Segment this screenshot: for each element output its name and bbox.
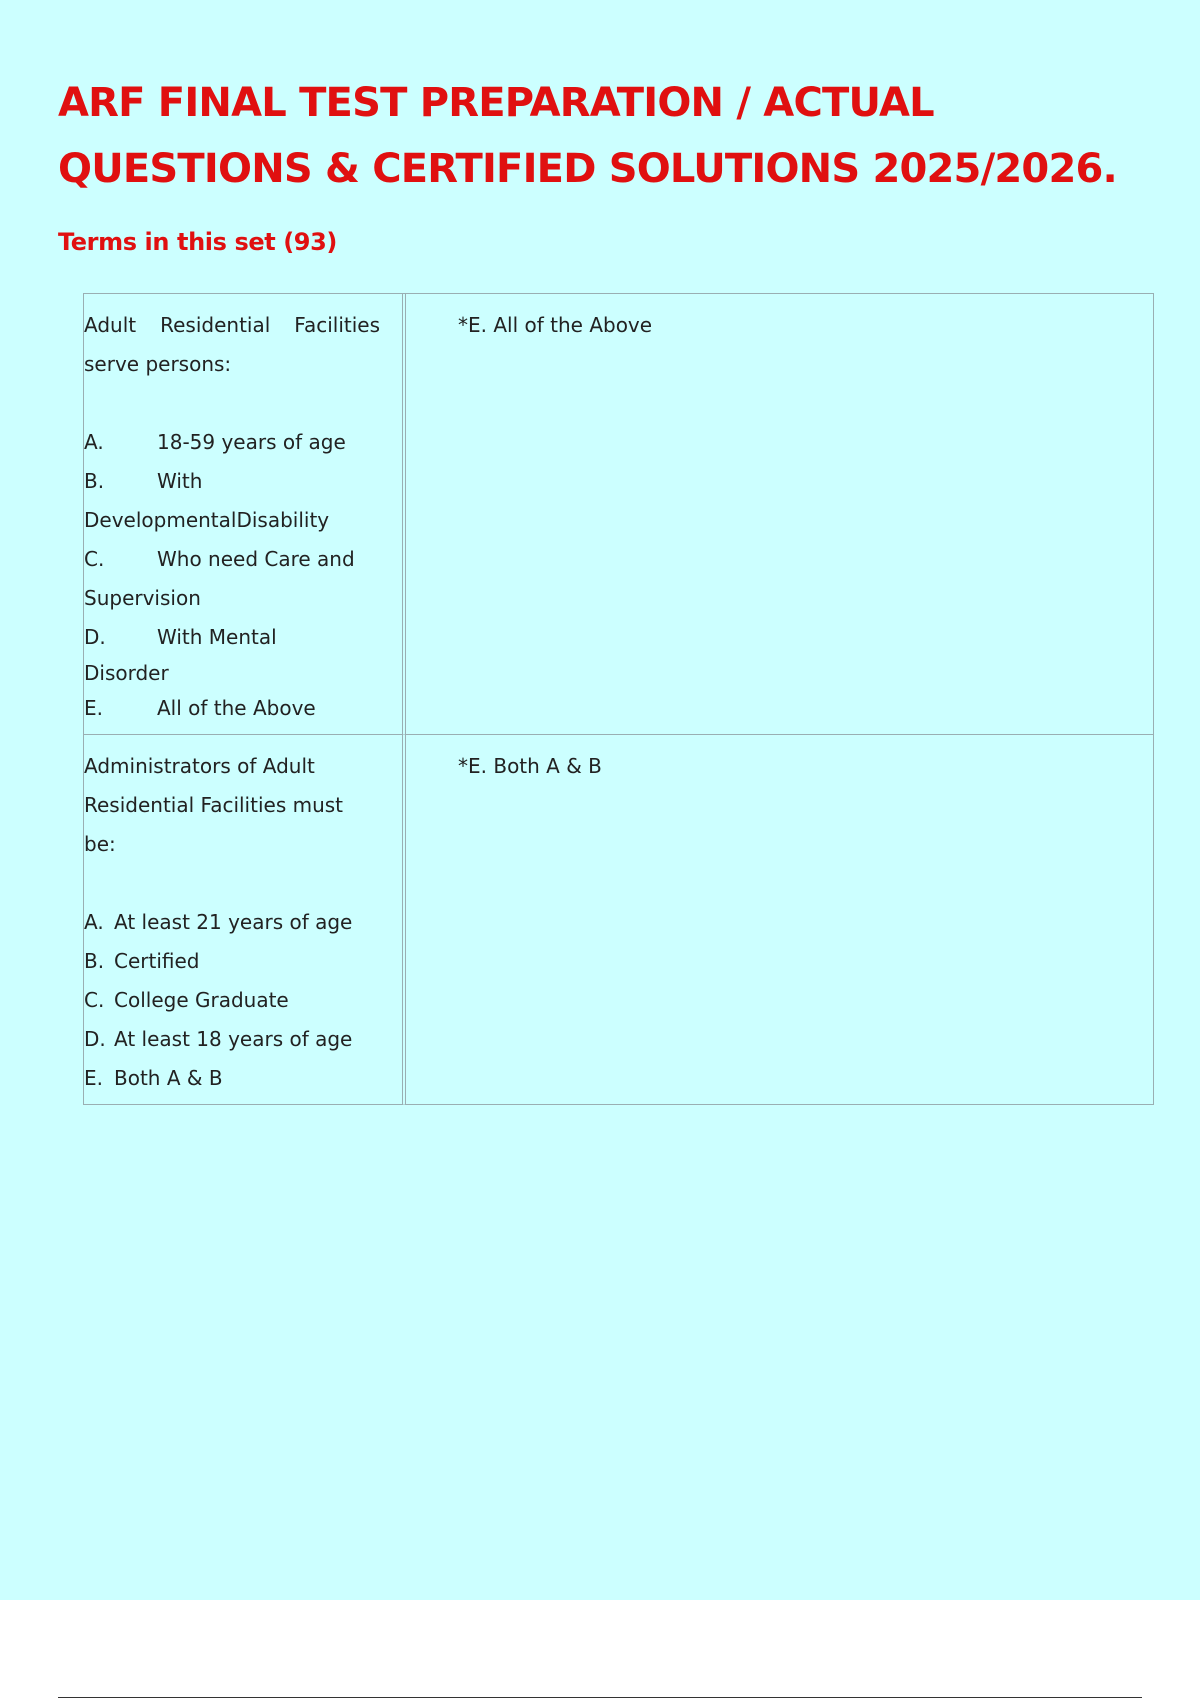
spacer xyxy=(84,384,402,423)
option-text: 18-59 years of age xyxy=(157,430,346,454)
table-row xyxy=(84,735,1154,1105)
option-letter: B. xyxy=(84,949,105,973)
option-line xyxy=(84,1020,402,1059)
option-text: Who need Care and xyxy=(157,547,355,571)
option-line xyxy=(84,1059,402,1098)
document-title-line-1: ARF FINAL TEST PREPARATION / ACTUAL xyxy=(58,80,934,126)
answer-cell xyxy=(406,735,1154,1105)
option-continuation: Supervision xyxy=(84,586,201,610)
option-letter: C. xyxy=(84,988,105,1012)
option-letter: A. xyxy=(84,430,104,454)
answer-cell xyxy=(406,294,1154,735)
option-text: With Mental xyxy=(157,625,277,649)
option-letter: E. xyxy=(84,696,103,720)
terms-table xyxy=(83,293,1154,1105)
answer-text: *E. All of the Above xyxy=(458,313,653,337)
document-title xyxy=(58,70,1138,202)
footer-divider xyxy=(58,1697,1142,1698)
option-letter: D. xyxy=(84,625,106,649)
option-text: College Graduate xyxy=(114,988,289,1012)
question-word: Adult xyxy=(84,313,137,337)
spacer xyxy=(84,864,402,903)
answer-text: *E. Both A & B xyxy=(458,754,602,778)
question-line: be: xyxy=(84,832,116,856)
option-text: Both A & B xyxy=(114,1066,223,1090)
option-line xyxy=(84,981,402,1020)
question-line xyxy=(84,306,380,345)
question-line: Administrators of Adult xyxy=(84,754,315,778)
option-line xyxy=(84,689,402,728)
question-line: serve persons: xyxy=(84,352,232,376)
option-line xyxy=(84,423,402,462)
option-text: Certified xyxy=(114,949,200,973)
question-word: Residential xyxy=(160,313,271,337)
option-text: At least 21 years of age xyxy=(114,910,353,934)
option-line xyxy=(84,462,402,501)
option-letter: B. xyxy=(84,469,105,493)
option-text: At least 18 years of age xyxy=(114,1027,353,1051)
option-text: With xyxy=(157,469,203,493)
option-line xyxy=(84,903,402,942)
document-title-line-2: QUESTIONS & CERTIFIED SOLUTIONS 2025/2026. xyxy=(58,146,1117,192)
question-line: Residential Facilities must xyxy=(84,793,344,817)
option-continuation: DevelopmentalDisability xyxy=(84,508,330,532)
option-letter: E. xyxy=(84,1066,103,1090)
option-text: All of the Above xyxy=(157,696,316,720)
option-letter: C. xyxy=(84,547,105,571)
table-row xyxy=(84,294,1154,735)
option-letter: D. xyxy=(84,1027,106,1051)
question-cell xyxy=(84,294,406,735)
question-word: Facilities xyxy=(294,313,380,337)
option-continuation: Disorder xyxy=(84,661,169,685)
option-line xyxy=(84,540,402,579)
question-cell xyxy=(84,735,406,1105)
option-letter: A. xyxy=(84,910,104,934)
option-line xyxy=(84,942,402,981)
option-line xyxy=(84,618,402,657)
terms-count-heading: Terms in this set (93) xyxy=(58,228,337,256)
